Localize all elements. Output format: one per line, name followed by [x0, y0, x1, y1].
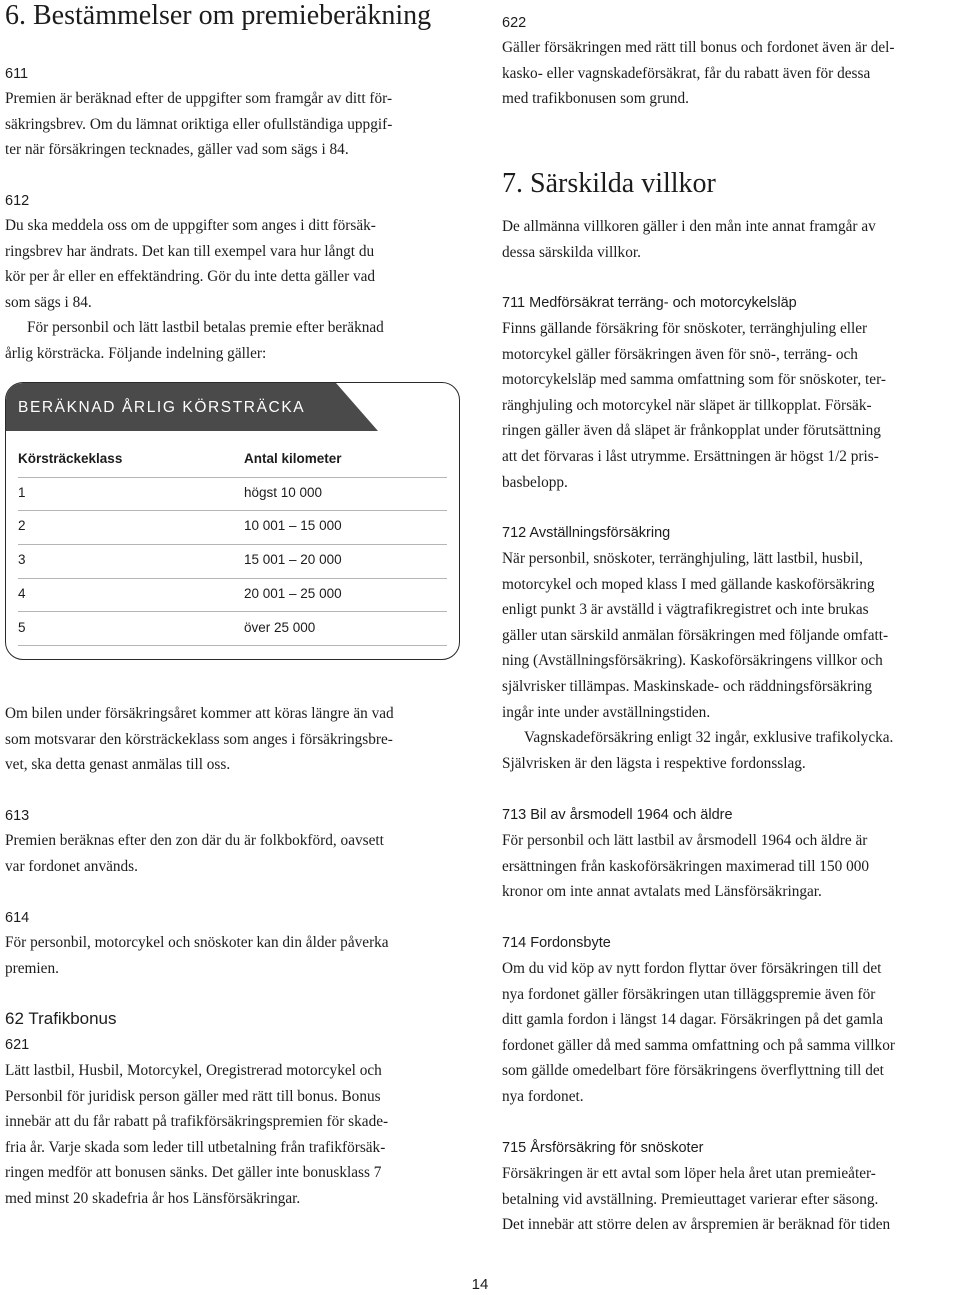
text-line: var fordonet används. — [5, 857, 138, 875]
text-line: Det innebär att större delen av årspremien är beräknad för tiden — [502, 1216, 891, 1234]
clause-621-number: 621 — [5, 1037, 30, 1053]
header-class: Körsträckeklass — [18, 451, 123, 466]
text-line: premien. — [5, 959, 59, 977]
text-line: som gällde omedelbart före försäkringens överflyttning till det — [502, 1062, 884, 1080]
mileage-table — [18, 443, 447, 659]
text-line: Vagnskadeförsäkring enligt 32 ingår, exklusive trafikolycka. — [524, 729, 894, 747]
text-line: betalning vid avställning. Premieuttaget varierar efter säsong. — [502, 1190, 879, 1208]
table-row — [18, 544, 447, 579]
clause-713-text — [502, 828, 958, 905]
after-table-text — [5, 701, 463, 778]
page-number: 14 — [471, 1276, 489, 1293]
text-line: enligt punkt 3 är avställd i vägtrafikregistret och inte brukas — [502, 601, 869, 619]
text-line: Personbil för juridisk person gäller med rätt till bonus. Bonus — [5, 1087, 381, 1105]
text-line: säkringsbrev. Om du lämnat oriktiga eller ofullständiga uppgif- — [5, 115, 393, 133]
text-line: gäller utan särskild anmälan försäkringen med följande omfatt- — [502, 626, 889, 644]
clause-711-text — [502, 316, 958, 495]
clause-714-title: 714 Fordonsbyte — [502, 935, 611, 951]
clause-614-text — [5, 930, 463, 981]
section-7-intro — [502, 214, 958, 265]
clause-611-number: 611 — [5, 66, 29, 82]
text-line: Om bilen under försäkringsåret kommer att köras längre än vad — [5, 705, 394, 722]
text-line: med minst 20 skadefria år hos Länsförsäkringar. — [5, 1189, 301, 1207]
table-row — [18, 612, 447, 647]
table-row — [18, 510, 447, 545]
text-line: att det förvaras i låst utrymme. Ersättningen är högst 1/2 pris- — [502, 447, 879, 465]
clause-715-title: 715 Årsförsäkring för snöskoter — [502, 1140, 704, 1156]
table-row — [18, 477, 447, 512]
text-line: innebär att du får rabatt på trafikförsäkringspremien för skade- — [5, 1113, 389, 1131]
clause-611-text — [5, 86, 463, 163]
cell-km: 10 001 – 15 000 — [244, 518, 342, 534]
cell-class: 2 — [18, 518, 26, 534]
clause-714-text — [502, 956, 958, 1110]
text-line: ingår inte under avställningstiden. — [502, 703, 711, 721]
text-line: självrisker tillämpas. Maskinskade- och räddningsförsäkring — [502, 677, 873, 695]
clause-622-text — [502, 35, 958, 112]
text-line: ditt gamla fordon i längst 14 dagar. Försäkringen på det gamla — [502, 1011, 884, 1029]
cell-class: 1 — [18, 484, 26, 500]
table-row — [18, 578, 447, 613]
text-line: som sägs i 84. — [5, 293, 92, 311]
section-7-heading: 7. Särskilda villkor — [502, 168, 716, 199]
text-line: För personbil och lätt lastbil av årsmodell 1964 och äldre är — [502, 832, 868, 849]
text-line: fordonet gäller då med samma omfattning och på samma villkor — [502, 1036, 895, 1054]
clause-621-text — [5, 1058, 463, 1212]
text-line: fria år. Varje skada som leder till utbetalning från trafikförsäk- — [5, 1138, 386, 1156]
cell-class: 4 — [18, 585, 26, 601]
text-line: motorcykelsläp med samma omfattning som för snöskoter, ter- — [502, 371, 886, 389]
cell-km: högst 10 000 — [244, 484, 323, 500]
clause-712-title: 712 Avställningsförsäkring — [502, 525, 671, 541]
clause-612-text — [5, 213, 463, 367]
text-line: Självrisken är den lägsta i respektive fordonsslag. — [502, 754, 806, 772]
cell-class: 3 — [18, 552, 26, 568]
text-line: årlig körsträcka. Följande indelning gäller: — [5, 344, 267, 362]
text-line: De allmänna villkoren gäller i den mån inte annat framgår av — [502, 218, 876, 235]
clause-613-number: 613 — [5, 808, 30, 824]
text-line: motorcykel gäller försäkringen även för snö-, terräng- och — [502, 345, 858, 363]
cell-class: 5 — [18, 619, 26, 635]
clause-612-number: 612 — [5, 193, 30, 209]
text-line: kör per år eller en effektändring. Gör du inte detta gäller vad — [5, 268, 376, 286]
table-title: BERÄKNAD ÅRLIG KÖRSTRÄCKA — [18, 399, 306, 416]
text-line: som motsvarar den körsträckeklass som anges i försäkringsbre- — [5, 730, 393, 748]
table-header-row — [18, 443, 447, 478]
table-header-band — [6, 383, 459, 431]
text-line: Försäkringen är ett avtal som löper hela året utan premieåter- — [502, 1165, 876, 1182]
clause-713-title: 713 Bil av årsmodell 1964 och äldre — [502, 807, 733, 823]
clause-715-text — [502, 1161, 958, 1238]
cell-km: 20 001 – 25 000 — [244, 585, 342, 601]
text-line: När personbil, snöskoter, terränghjuling, lätt lastbil, husbil, — [502, 550, 863, 567]
text-line: Om du vid köp av nytt fordon flyttar över försäkringen till det — [502, 960, 882, 977]
section-6-heading: 6. Bestämmelser om premieberäkning — [5, 0, 432, 31]
text-line: ter när försäkringen tecknades, gäller vad som sägs i 84. — [5, 141, 349, 159]
text-line: ning (Avställningsförsäkring). Kaskoförsäkringens villkor och — [502, 652, 883, 670]
clause-712-text — [502, 546, 958, 776]
text-line: Premien är beräknad efter de uppgifter som framgår av ditt för- — [5, 90, 393, 107]
clause-613-text — [5, 828, 463, 879]
text-line: ringen medför att bonusen sänks. Det gäller inte bonusklass 7 — [5, 1164, 382, 1182]
text-line: nya fordonet. — [502, 1087, 584, 1105]
text-line: ränghjuling och motorcykel när släpet är tillkopplat. Försäk- — [502, 396, 872, 414]
text-line: För personbil, motorcykel och snöskoter kan din ålder påverka — [5, 934, 389, 951]
text-line: kasko- eller vagnskadeförsäkrat, får du rabatt även för dessa — [502, 64, 871, 82]
cell-km: 15 001 – 20 000 — [244, 552, 342, 568]
header-km: Antal kilometer — [244, 451, 342, 466]
text-line: dessa särskilda villkor. — [502, 243, 641, 261]
text-line: motorcykel och moped klass I med gällande kaskoförsäkring — [502, 575, 875, 593]
text-line: För personbil och lätt lastbil betalas premie efter beräknad — [27, 319, 384, 337]
text-line: Gäller försäkringen med rätt till bonus och fordonet även är del- — [502, 39, 895, 56]
text-line: ersättningen från kaskoförsäkringen maximerad till 150 000 — [502, 857, 870, 875]
text-line: med trafikbonusen som grund. — [502, 90, 689, 108]
clause-622-number: 622 — [502, 15, 527, 31]
text-line: ringen gäller även då släpet är frånkopplat under förutsättning — [502, 422, 881, 440]
text-line: Du ska meddela oss om de uppgifter som anges i ditt försäk- — [5, 217, 376, 234]
text-line: Finns gällande försäkring för snöskoter, terränghjuling eller — [502, 320, 868, 337]
text-line: kronor om inte annat avtalats med Länsförsäkringar. — [502, 883, 822, 901]
text-line: basbelopp. — [502, 473, 568, 491]
text-line: Premien beräknas efter den zon där du är folkbokförd, oavsett — [5, 832, 384, 849]
section-62-title: 62 Trafikbonus — [5, 1009, 117, 1028]
text-line: ringsbrev har ändrats. Det kan till exempel vara hur långt du — [5, 242, 375, 260]
cell-km: över 25 000 — [244, 619, 316, 635]
text-line: nya fordonet gäller försäkringen utan tilläggspremie även för — [502, 985, 876, 1003]
clause-614-number: 614 — [5, 910, 30, 926]
clause-711-title: 711 Medförsäkrat terräng- och motorcykelsläp — [502, 295, 797, 311]
mileage-table-box — [5, 382, 460, 660]
text-line: Lätt lastbil, Husbil, Motorcykel, Oregistrerad motorcykel och — [5, 1062, 382, 1079]
text-line: vet, ska detta genast anmälas till oss. — [5, 756, 231, 774]
